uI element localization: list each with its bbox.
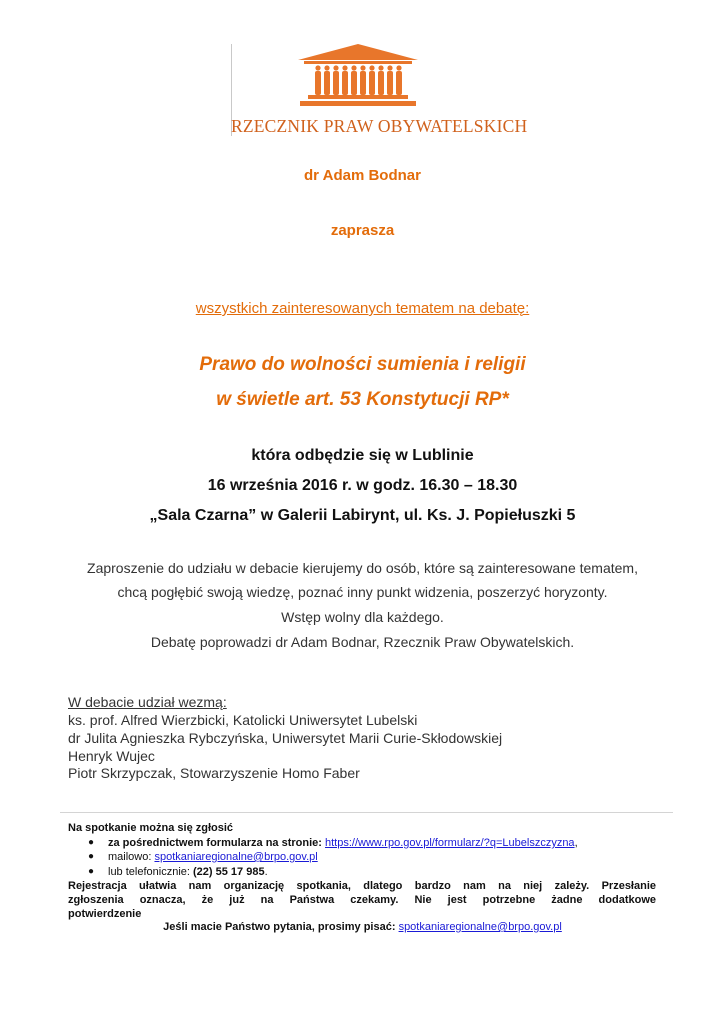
phone-number: (22) 55 17 985	[193, 866, 265, 878]
participant-item: Henryk Wujec	[68, 748, 155, 764]
phone-label: lub telefonicznie:	[108, 866, 190, 878]
phone-suffix: .	[264, 866, 268, 878]
registration-form-item	[108, 837, 578, 849]
registration-mail-item	[108, 851, 318, 863]
invites-text: zaprasza	[330, 222, 395, 239]
questions-line	[0, 921, 725, 933]
description-line-4: Debatę poprowadzi dr Adam Bodnar, Rzecznik Praw Obywatelskich.	[150, 634, 575, 650]
section-divider	[60, 812, 673, 813]
description-line-1: Zaproszenie do udziału w debacie kierujemy do osób, które są zainteresowane tematem,	[87, 560, 638, 576]
registration-phone-item	[108, 866, 268, 878]
participants-heading: W debacie udział wezmą:	[68, 694, 227, 710]
bullet-icon: ●	[88, 851, 95, 862]
host-name: dr Adam Bodnar	[304, 167, 421, 184]
form-link[interactable]: https://www.rpo.gov.pl/formularz/?q=Lubelszczyzna	[325, 837, 575, 849]
form-label: za pośrednictwem formularza na stronie:	[108, 837, 322, 849]
description-line-3: Wstęp wolny dla każdego.	[281, 609, 444, 625]
participant-item: ks. prof. Alfred Wierzbicki, Katolicki Uniwersytet Lubelski	[68, 712, 418, 728]
logo-building-icon	[294, 42, 422, 110]
bullet-icon: ●	[88, 837, 95, 848]
mail-link[interactable]: spotkaniaregionalne@brpo.gov.pl	[154, 851, 318, 863]
registration-note-line-1: Rejestracja ułatwia nam organizację spotkania, dlatego bardzo nam na niej zależy. Przesłanie	[68, 880, 656, 892]
mail-label: mailowo:	[108, 851, 152, 863]
questions-email-link[interactable]: spotkaniaregionalne@brpo.gov.pl	[398, 921, 562, 933]
logo-text: RZECZNIK PRAW OBYWATELSKICH	[231, 116, 528, 136]
form-suffix: ,	[574, 837, 578, 849]
participant-item: dr Julita Agnieszka Rybczyńska, Uniwersytet Marii Curie-Skłodowskiej	[68, 730, 503, 746]
debate-title-line-1: Prawo do wolności sumienia i religii	[199, 354, 526, 375]
event-location: która odbędzie się w Lublinie	[251, 447, 474, 464]
event-venue: „Sala Czarna” w Galerii Labirynt, ul. Ks. J. Popiełuszki 5	[149, 507, 576, 524]
debate-title-line-2: w świetle art. 53 Konstytucji RP*	[216, 389, 509, 410]
questions-label: Jeśli macie Państwo pytania, prosimy pisać:	[163, 921, 396, 933]
bullet-icon: ●	[88, 866, 95, 877]
description-line-2: chcą pogłębić swoją wiedzę, poznać inny punkt widzenia, poszerzyć horyzonty.	[117, 584, 608, 600]
audience-text: wszystkich zainteresowanych tematem na debatę:	[195, 300, 530, 317]
registration-heading: Na spotkanie można się zgłosić	[68, 822, 234, 834]
event-date: 16 września 2016 r. w godz. 16.30 – 18.30	[207, 477, 518, 494]
registration-note-line-3: potwierdzenie	[68, 908, 142, 920]
registration-note-line-2: zgłoszenia oznacza, że już na Państwa czekamy. Nie jest potrzebne żadne dodatkowe	[68, 894, 656, 906]
participant-item: Piotr Skrzypczak, Stowarzyszenie Homo Faber	[68, 765, 360, 781]
